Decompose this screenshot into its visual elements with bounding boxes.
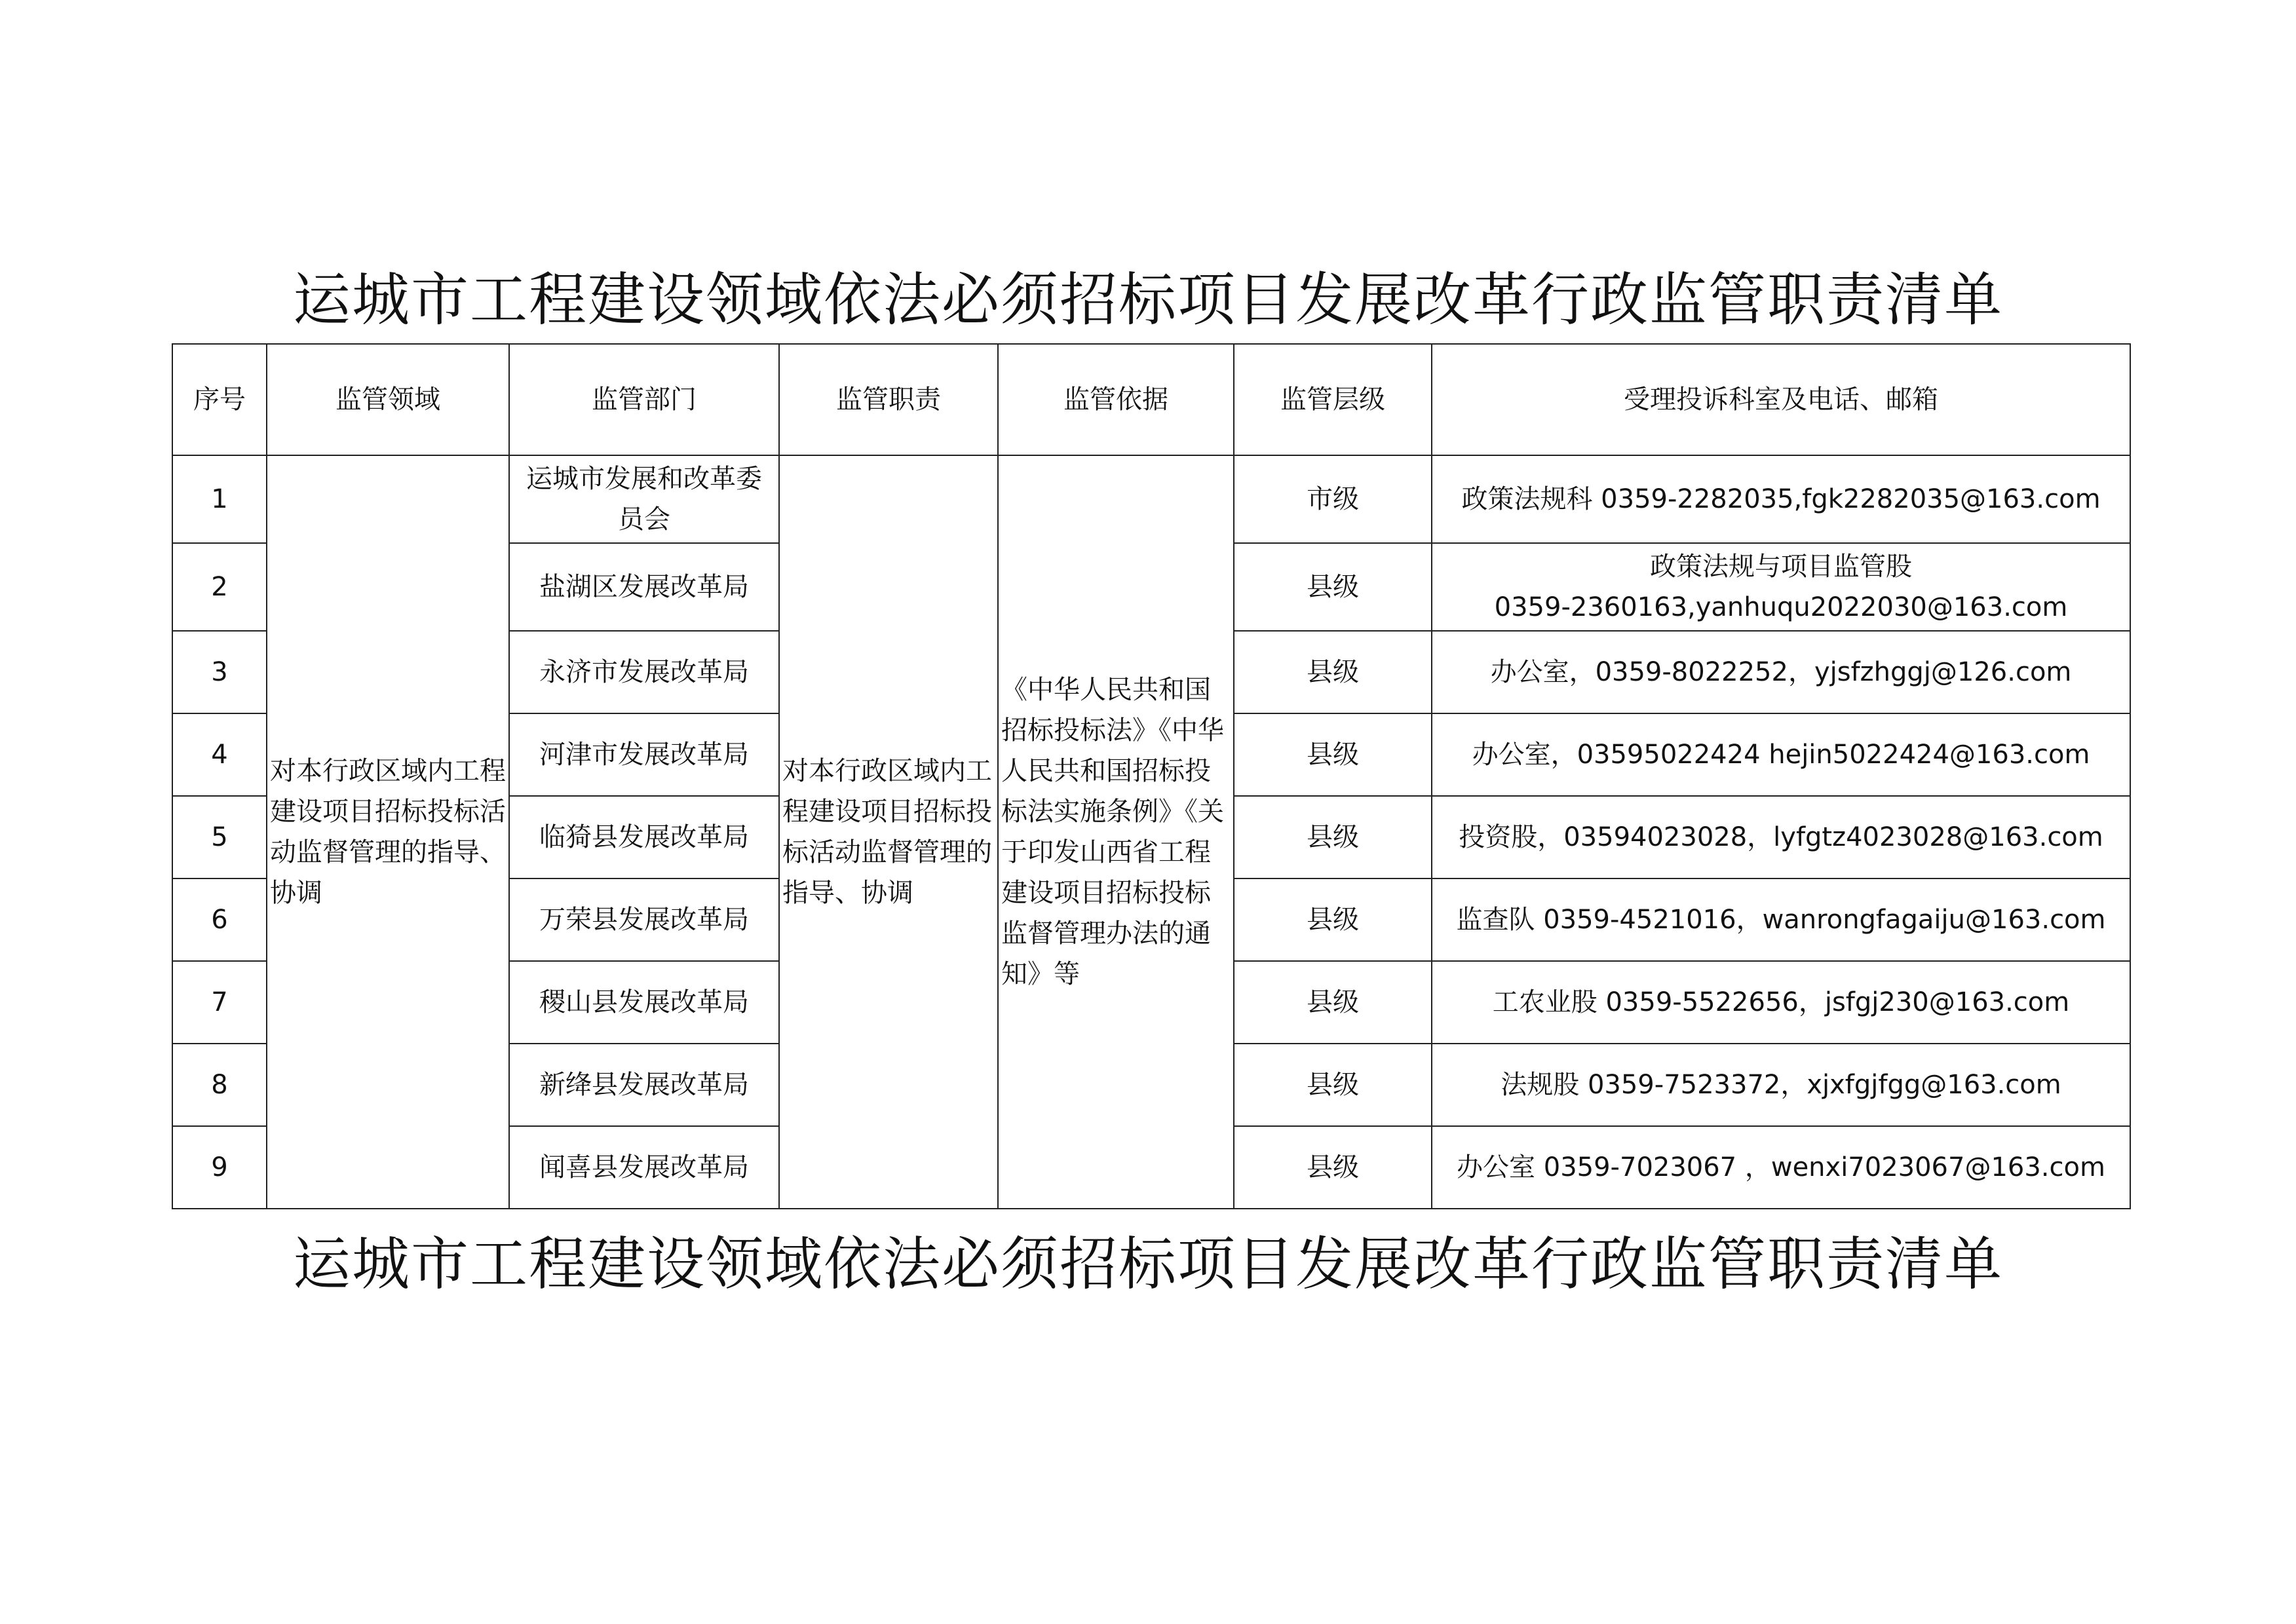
header-duty: 监管职责 <box>779 344 998 455</box>
row-seq: 4 <box>172 713 267 796</box>
row-department: 稷山县发展改革局 <box>509 961 779 1044</box>
row-level: 县级 <box>1234 1044 1432 1126</box>
row-contact: 办公室 0359-7023067 ，wenxi7023067@163.com <box>1432 1126 2130 1209</box>
row-contact: 政策法规科 0359-2282035,fgk2282035@163.com <box>1432 455 2130 543</box>
header-level: 监管层级 <box>1234 344 1432 455</box>
row-level: 市级 <box>1234 455 1432 543</box>
row-contact: 投资股，03594023028，lyfgtz4023028@163.com <box>1432 796 2130 878</box>
header-field: 监管领域 <box>267 344 509 455</box>
row-seq: 1 <box>172 455 267 543</box>
header-seq: 序号 <box>172 344 267 455</box>
row-department: 河津市发展改革局 <box>509 713 779 796</box>
row-level: 县级 <box>1234 878 1432 961</box>
row-department: 万荣县发展改革局 <box>509 878 779 961</box>
row-contact: 法规股 0359-7523372，xjxfgjfgg@163.com <box>1432 1044 2130 1126</box>
supervision-duty-cell: 对本行政区域内工程建设项目招标投标活动监督管理的指导、协调 <box>779 455 998 1209</box>
row-seq: 7 <box>172 961 267 1044</box>
supervision-basis-cell: 《中华人民共和国招标投标法》《中华人民共和国招标投标法实施条例》《关于印发山西省工程建设项目招标投标监督管理办法的通知》等 <box>998 455 1234 1209</box>
page-title: 运城市工程建设领域依法必须招标项目发展改革行政监管职责清单 <box>292 266 2003 333</box>
row-contact: 办公室，0359-8022252，yjsfzhggj@126.com <box>1432 631 2130 713</box>
row-level: 县级 <box>1234 796 1432 878</box>
row-level: 县级 <box>1234 713 1432 796</box>
row-contact-line1: 政策法规与项目监管股 <box>1650 552 1912 582</box>
supervision-table <box>172 343 2131 1209</box>
row-contact <box>1432 543 2130 631</box>
row-level: 县级 <box>1234 631 1432 713</box>
row-contact: 工农业股 0359-5522656，jsfgj230@163.com <box>1432 961 2130 1044</box>
row-seq: 9 <box>172 1126 267 1209</box>
row-department: 闻喜县发展改革局 <box>509 1126 779 1209</box>
header-contact: 受理投诉科室及电话、邮箱 <box>1432 344 2130 455</box>
row-department: 盐湖区发展改革局 <box>509 543 779 631</box>
page-title-repeat: 运城市工程建设领域依法必须招标项目发展改革行政监管职责清单 <box>292 1230 2003 1298</box>
row-seq: 5 <box>172 796 267 878</box>
row-seq: 2 <box>172 543 267 631</box>
row-level: 县级 <box>1234 543 1432 631</box>
row-seq: 6 <box>172 878 267 961</box>
row-contact: 监查队 0359-4521016，wanrongfagaiju@163.com <box>1432 878 2130 961</box>
row-level: 县级 <box>1234 1126 1432 1209</box>
row-contact: 办公室，03595022424 hejin5022424@163.com <box>1432 713 2130 796</box>
header-basis: 监管依据 <box>998 344 1234 455</box>
row-department: 运城市发展和改革委员会 <box>509 455 779 543</box>
row-seq: 8 <box>172 1044 267 1126</box>
row-department: 新绛县发展改革局 <box>509 1044 779 1126</box>
supervision-field-cell: 对本行政区域内工程建设项目招标投标活动监督管理的指导、协调 <box>267 455 509 1209</box>
table-header-row <box>172 344 2130 455</box>
row-department: 临猗县发展改革局 <box>509 796 779 878</box>
header-department: 监管部门 <box>509 344 779 455</box>
row-seq: 3 <box>172 631 267 713</box>
row-contact-line2: 0359-2360163,yanhuqu2022030@163.com <box>1494 592 2068 622</box>
row-department: 永济市发展改革局 <box>509 631 779 713</box>
table-row <box>172 455 2130 543</box>
row-level: 县级 <box>1234 961 1432 1044</box>
